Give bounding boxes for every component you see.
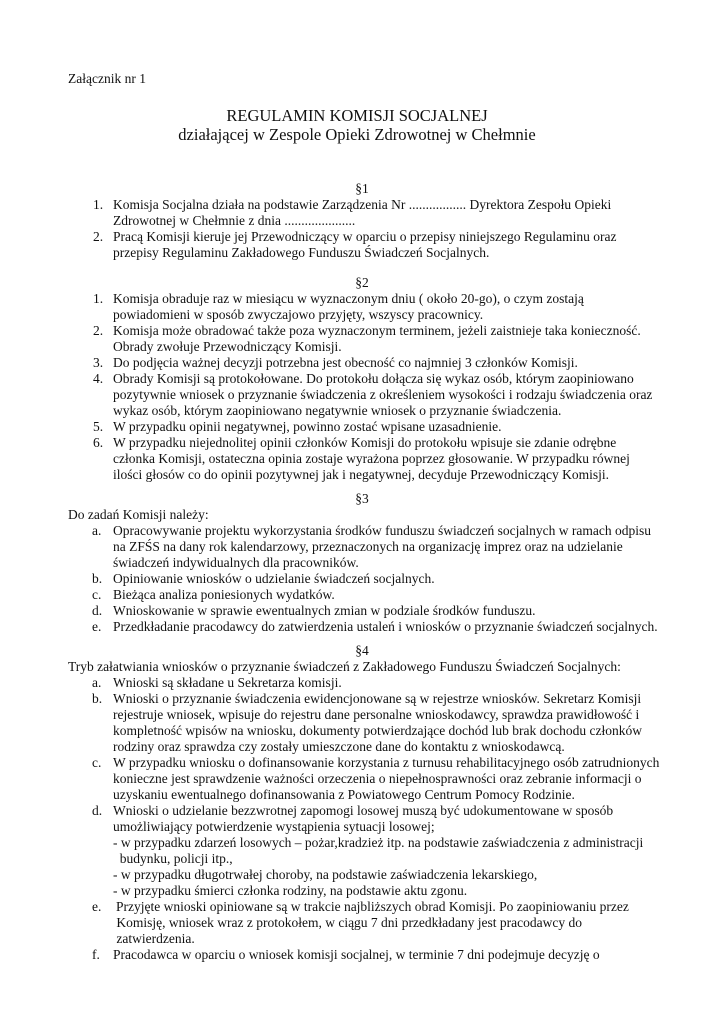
list-item-line: - w przypadku zdarzeń losowych – pożar,kradzież itp. na podstawie zaświadczenia z administracji <box>113 835 644 850</box>
list-item-line: Komisja może obradować także poza wyznaczonym terminem, jeżeli zaistnieje taka konieczność. <box>113 323 641 338</box>
list-item-line: Wnioskowanie w sprawie ewentualnych zmian w podziale środków funduszu. <box>113 603 536 618</box>
section-intro: Do zadań Komisji należy: <box>68 507 209 522</box>
list-marker: 2. <box>93 229 104 244</box>
list-item-line: Pracą Komisji kieruje jej Przewodniczący w oparciu o przepisy niniejszego Regulaminu oraz <box>113 229 617 244</box>
list-marker: e. <box>92 619 102 634</box>
list-item-line: wykaz osób, którym zaopiniowano negatywnie wniosek o przyznanie świadczenia. <box>113 403 562 418</box>
section-intro: Tryb załatwiania wniosków o przyznanie świadczeń z Zakładowego Funduszu Świadczeń Socjalnych: <box>68 659 621 674</box>
list-item-line: Przyjęte wnioski opiniowane są w trakcie najbliższych obrad Komisji. Po zaopiniowaniu przez <box>116 899 629 914</box>
list-item-line: Komisję, wniosek wraz z protokołem, w ciągu 7 dni przedkładany jest pracodawcy do <box>113 915 582 930</box>
list-item-line: świadczeń indywidualnych dla pracowników. <box>113 555 359 570</box>
document-subtitle: działającej w Zespole Opieki Zdrowotnej w Chełmnie <box>178 125 536 144</box>
list-item-line: Opiniowanie wniosków o udzielanie świadczeń socjalnych. <box>113 571 435 586</box>
list-item-line: umożliwiający potwierdzenie wystąpienia sytuacji losowej; <box>113 819 435 834</box>
list-item-line: powiadomieni w sposób zwyczajowo przyjęty, wszyscy pracownicy. <box>113 307 484 322</box>
list-item-line: przepisy Regulaminu Zakładowego Funduszu Świadczeń Socjalnych. <box>113 245 490 260</box>
list-item-line: Obrady Komisji są protokołowane. Do protokołu dołącza się wykaz osób, którym zaopiniowano <box>113 371 634 386</box>
list-marker: 4. <box>93 371 104 386</box>
section-heading: §4 <box>355 643 369 658</box>
list-item-line: Wnioski o przyznanie świadczenia ewidencjonowane są w rejestrze wniosków. Sekretarz Komisji <box>113 691 642 706</box>
list-item-line: Do podjęcia ważnej decyzji potrzebna jest obecność co najmniej 3 członków Komisji. <box>113 355 578 370</box>
list-marker: a. <box>92 523 102 538</box>
document-title: REGULAMIN KOMISJI SOCJALNEJ <box>226 106 488 125</box>
list-marker: d. <box>92 603 103 618</box>
list-item-line: pozytywnie wniosek o przyznanie świadczenia z określeniem wysokości i rodzaju świadczenia oraz <box>113 387 653 402</box>
list-marker: b. <box>92 691 103 706</box>
list-marker: c. <box>92 587 102 602</box>
list-item-line: Wnioski są składane u Sekretarza komisji. <box>113 675 342 690</box>
list-item-line: rodziny oraz sprawdza czy zostały umieszczone dane do kontaktu z wnioskodawcą. <box>113 739 565 754</box>
list-item-line: Bieżąca analiza poniesionych wydatków. <box>113 587 335 602</box>
list-item-line: Pracodawca w oparciu o wniosek komisji socjalnej, w terminie 7 dni podejmuje decyzję o <box>113 947 600 962</box>
section-heading: §1 <box>355 181 369 196</box>
list-item-line: - w przypadku długotrwałej choroby, na podstawie zaświadczenia lekarskiego, <box>113 867 538 882</box>
list-item-line: uzyskaniu ewentualnego dofinansowania z Powiatowego Centrum Pomocy Rodzinie. <box>113 787 575 802</box>
list-item-line: kompletność wpisów na wniosku, dokumenty potwierdzające dochód lub brak dochodu członków <box>113 723 643 738</box>
list-item-line: - w przypadku śmierci członka rodziny, na podstawie aktu zgonu. <box>113 883 468 898</box>
list-item-line: konieczne jest sprawdzenie ważności orzeczenia o niepełnosprawności oraz zebranie informacji o <box>113 771 642 786</box>
list-marker: f. <box>92 947 100 962</box>
list-item-line: Komisja Socjalna działa na podstawie Zarządzenia Nr ................. Dyrektora Zespołu Opieki <box>113 197 612 212</box>
list-item-line: zatwierdzenia. <box>113 931 195 946</box>
list-item-line: W przypadku opinii negatywnej, powinno zostać wpisane uzasadnienie. <box>113 419 502 434</box>
list-item-line: Opracowywanie projektu wykorzystania środków funduszu świadczeń socjalnych w ramach odpisu <box>113 523 651 538</box>
list-marker: 6. <box>93 435 104 450</box>
list-marker: c. <box>92 755 102 770</box>
list-marker: b. <box>92 571 103 586</box>
list-item-line: Obrady zwołuje Przewodniczący Komisji. <box>113 339 342 354</box>
list-item-line: W przypadku niejednolitej opinii członków Komisji do protokołu wpisuje sie zdanie odrębne <box>113 435 617 450</box>
list-marker: a. <box>92 675 102 690</box>
list-item-line: członka Komisji, ostateczna opinia zostaje wyrażona poprzez głosowanie. W przypadku równej <box>113 451 630 466</box>
list-item-line: Zdrowotnej w Chełmnie z dnia ..................... <box>113 213 356 228</box>
list-marker: d. <box>92 803 103 818</box>
list-marker: 2. <box>93 323 104 338</box>
section-heading: §3 <box>355 491 369 506</box>
list-marker: 5. <box>93 419 104 434</box>
list-marker: 3. <box>93 355 104 370</box>
list-marker: e. <box>92 899 102 914</box>
list-item-line: Przedkładanie pracodawcy do zatwierdzenia ustaleń i wniosków o przyznanie świadczeń socjalnych. <box>113 619 658 634</box>
list-item-line: budynku, policji itp., <box>113 851 233 866</box>
list-item-line: na ZFŚS na dany rok kalendarzowy, przeznaczonych na organizację imprez oraz na udzielanie <box>113 539 623 554</box>
list-item-line: Wnioski o udzielanie bezzwrotnej zapomogi losowej muszą być udokumentowane w sposób <box>113 803 614 818</box>
list-item-line: Komisja obraduje raz w miesiącu w wyznaczonym dniu ( około 20-go), o czym zostają <box>113 291 584 306</box>
list-marker: 1. <box>93 197 104 212</box>
list-item-line: ilości głosów co do opinii pozytywnej jak i negatywnej, decyduje Przewodniczący Komisji. <box>113 467 610 482</box>
list-item-line: W przypadku wniosku o dofinansowanie korzystania z turnusu rehabilitacyjnego osób zatrudnionych <box>113 755 660 770</box>
section-heading: §2 <box>355 275 369 290</box>
attachment-label: Załącznik nr 1 <box>68 71 146 86</box>
list-item-line: rejestruje wniosek, wpisuje do rejestru dane personalne wnioskodawcy, sprawdza prawidłowość i <box>113 707 640 722</box>
list-marker: 1. <box>93 291 104 306</box>
